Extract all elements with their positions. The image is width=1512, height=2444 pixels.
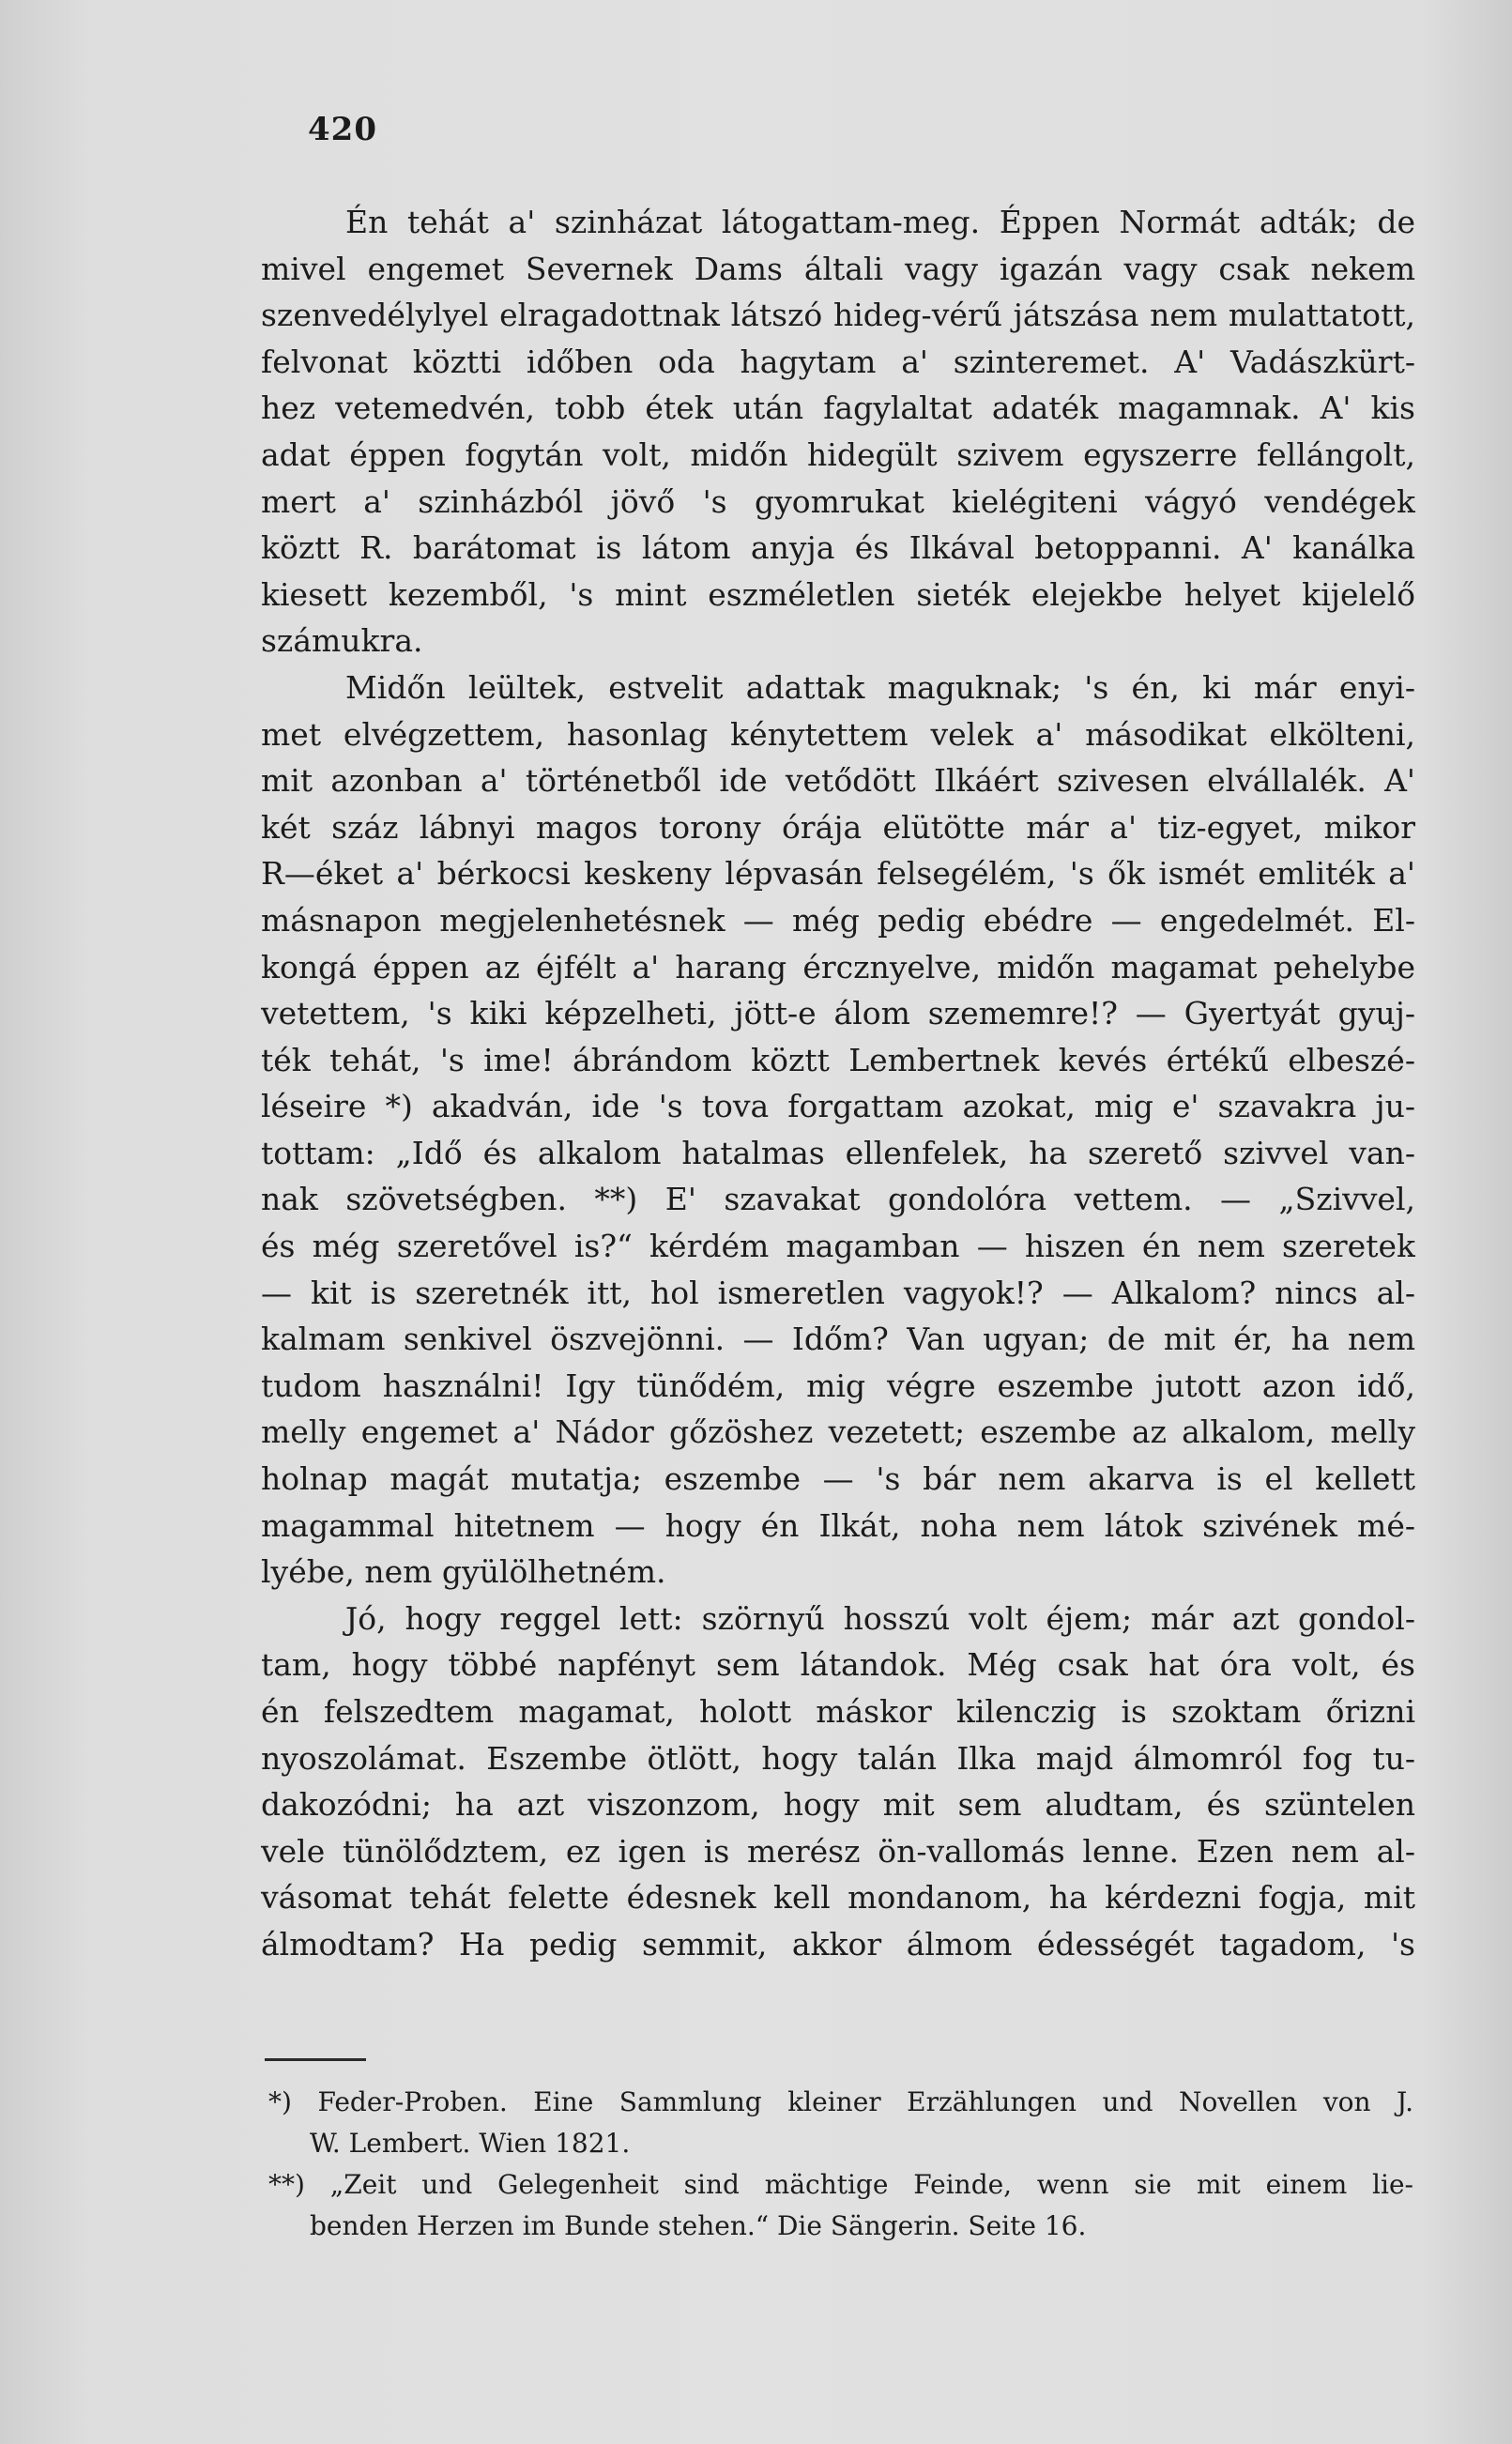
text-line: kalmam senkivel öszvejönni. — Időm? Van ugyan; de mit ér, ha nem — [261, 1321, 1415, 1358]
text-line: nyoszolámat. Eszembe ötlött, hogy talán Ilka majd álmomról fog tu- — [261, 1739, 1415, 1777]
footnote-divider — [265, 2058, 366, 2061]
text-line: met elvégzettem, hasonlag kénytettem velek a' másodikat elkölteni, — [261, 715, 1415, 753]
text-line: szenvedélylyel elragadottnak látszó hideg-vérű játszása nem mulattatott, — [261, 297, 1415, 334]
text-line: köztt R. barátomat is látom anyja és Ilkával betoppanni. A' kanálka — [261, 529, 1415, 567]
text-line: én felszedtem magamat, holott máskor kilenczig is szoktam őrizni — [261, 1693, 1415, 1730]
text-line: tam, hogy többé napfényt sem látandok. Még csak hat óra volt, és — [261, 1646, 1415, 1684]
text-line: adat éppen fogytán volt, midőn hidegült szivem egyszerre fellángolt, — [261, 435, 1415, 473]
text-line: — kit is szeretnék itt, hol ismeretlen vagyok!? — Alkalom? nincs al- — [261, 1274, 1415, 1311]
text-line: vele tünölődztem, ez igen is merész ön-vallomás lenne. Ezen nem al- — [261, 1832, 1415, 1870]
text-line: magammal hitetnem — hogy én Ilkát, noha nem látok szivének mé- — [261, 1506, 1415, 1544]
text-line: Én tehát a' szinházat látogattam-meg. Éppen Normát adták; de — [345, 204, 1415, 240]
footnote-line: benden Herzen im Bunde stehen.“ Die Sängerin. Seite 16. — [310, 2210, 1087, 2241]
text-line: mit azonban a' történetből ide vetődött Ilkáért szivesen elvállalék. A' — [261, 762, 1415, 800]
text-line: dakozódni; ha azt viszonzom, hogy mit sem aludtam, és szüntelen — [261, 1786, 1415, 1824]
text-line: felvonat köztti időben oda hagytam a' szinteremet. A' Vadászkürt- — [261, 343, 1415, 380]
text-line: két száz lábnyi magos torony órája elütötte már a' tiz-egyet, mikor — [261, 808, 1415, 846]
text-line: Midőn leültek, estvelit adattak maguknak; 's én, ki már enyi- — [345, 668, 1415, 706]
text-line: álmodtam? Ha pedig semmit, akkor álmom édességét tagadom, 's — [261, 1925, 1415, 1963]
text-line: léseire *) akadván, ide 's tova forgattam azokat, mig e' szavakra ju- — [261, 1088, 1415, 1125]
text-line: mivel engemet Severnek Dams általi vagy igazán vagy csak nekem — [261, 250, 1415, 287]
text-line: mert a' szinházból jövő 's gyomrukat kielégiteni vágyó vendégek — [261, 482, 1415, 520]
text-line: ték tehát, 's ime! ábrándom köztt Lembertnek kevés értékű elbeszé- — [261, 1041, 1415, 1078]
text-line: kongá éppen az éjfélt a' harang ércznyelve, midőn magamat pehelybe — [261, 948, 1415, 985]
text-line: nak szövetségben. **) E' szavakat gondolóra vettem. — „Szivvel, — [261, 1181, 1415, 1218]
text-line: kiesett kezemből, 's mint eszméletlen sieték elejekbe helyet kijelelő — [261, 575, 1415, 613]
text-line: R—éket a' bérkocsi keskeny lépvasán felsegélém, 's ők ismét emliték a' — [261, 855, 1415, 893]
text-line: melly engemet a' Nádor gőzöshez vezetett; eszembe az alkalom, melly — [261, 1413, 1415, 1451]
text-line: számukra. — [261, 622, 423, 660]
text-line: Jó, hogy reggel lett: szörnyű hosszú volt éjem; már azt gondol- — [345, 1599, 1415, 1637]
page-number: 420 — [308, 111, 377, 148]
text-line: vetettem, 's kiki képzelheti, jött-e álom szememre!? — Gyertyát gyuj- — [261, 995, 1415, 1032]
text-line: tudom használni! Igy tünődém, mig végre eszembe jutott azon idő, — [261, 1367, 1415, 1404]
footnote-line: W. Lembert. Wien 1821. — [310, 2128, 631, 2159]
footnote-line: **) „Zeit und Gelegenheit sind mächtige Feinde, wenn sie mit einem lie- — [268, 2169, 1413, 2200]
text-line: másnapon megjelenhetésnek — még pedig ebédre — engedelmét. El- — [261, 901, 1415, 939]
text-line: tottam: „Idő és alkalom hatalmas ellenfelek, ha szerető szivvel van- — [261, 1134, 1415, 1171]
text-line: lyébe, nem gyülölhetném. — [261, 1553, 666, 1591]
body-text — [261, 199, 1415, 1968]
text-line: holnap magát mutatja; eszembe — 's bár nem akarva is el kellett — [261, 1460, 1415, 1498]
text-line: és még szeretővel is?“ kérdém magamban — hiszen én nem szeretek — [261, 1228, 1415, 1265]
text-line: hez vetemedvén, tobb étek után fagylaltat adaték magamnak. A' kis — [261, 390, 1415, 427]
text-line: vásomat tehát felette édesnek kell mondanom, ha kérdezni fogja, mit — [261, 1879, 1415, 1917]
footnotes — [268, 2082, 1413, 2247]
footnote-line: *) Feder-Proben. Eine Sammlung kleiner Erzählungen und Novellen von J. — [268, 2086, 1413, 2117]
